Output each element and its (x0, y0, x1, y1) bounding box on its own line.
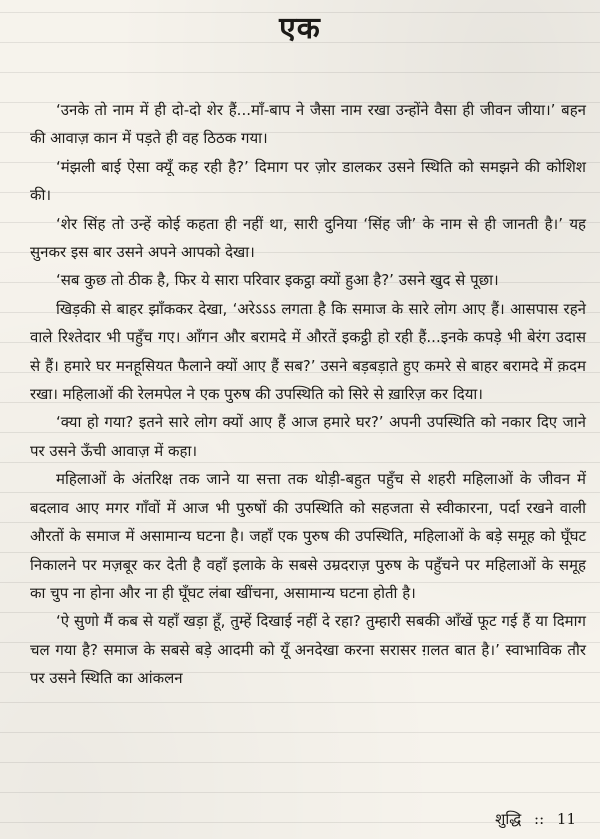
paragraph: ‘मंझली बाई ऐसा क्यूँ कह रही है?’ दिमाग पर ज़ोर डालकर उसने स्थिति को समझने की कोशिश की। (30, 157, 586, 205)
chapter-body (30, 96, 586, 693)
paragraph: महिलाओं के अंतरिक्ष तक जाने या सत्ता तक थोड़ी-बहुत पहुँच से शहरी महिलाओं के जीवन में बदलाव आए मगर गाँवों में आज भी पुरुषों की उपस्थिति को सहजता से स्वीकारना, पर्दा रखने वाली औरतों के समाज में असामान्य घटना है। जहाँ एक पुरुष की उपस्थिति, महिलाओं के बड़े समूह को घूँघट निकालने पर मज़बूर कर देती है वहाँ इलाके के सबसे उम्रदराज़ पुरुष के पहुँचने पर महिलाओं के समूह का चुप ना होना और ना ही घूँघट लंबा खींचना, असामान्य घटना होती है। (30, 470, 586, 602)
footer-separator: :: (534, 810, 545, 828)
paragraph: ‘शेर सिंह तो उन्हें कोई कहता ही नहीं था, सारी दुनिया ‘सिंह जी’ के नाम से ही जानती है।’ यह सुनकर इस बार उसने अपने आपको देखा। (30, 214, 586, 262)
paragraph: ‘क्या हो गया? इतने सारे लोग क्यों आए हैं आज हमारे घर?’ अपनी उपस्थिति को नकार दिए जाने पर उसने ऊँची आवाज़ में कहा। (30, 413, 586, 460)
page-number: 11 (556, 810, 576, 828)
paragraph: ‘सब कुछ तो ठीक है, फिर ये सारा परिवार इकट्ठा क्यों हुआ है?’ उसने खुद से पूछा। (56, 271, 499, 290)
chapter-title: एक (279, 11, 321, 46)
paragraph: ‘उनके तो नाम में ही दो-दो शेर हैं...माँ-बाप ने जैसा नाम रखा उन्होंने वैसा ही जीवन जीया।’ बहन की आवाज़ कान में पड़ते ही वह ठिठक गया। (30, 101, 586, 148)
paragraph: खिड़की से बाहर झाँककर देखा, ‘अरेऽऽऽ लगता है कि समाज के सारे लोग आए हैं। आसपास रहने वाले रिश्तेदार भी पहुँच गए। आँगन और बरामदे में औरतें इकट्ठी हो रही हैं...इनके कपड़े भी बेरंग उदास से हैं। हमारे घर मनहूसियत फैलाने क्यों आए हैं सब?’ उसने बड़बड़ाते हुए कमरे से बाहर बरामदे में क़दम रखा। महिलाओं की रेलमपेल ने एक पुरुष की उपस्थिति को सिरे से ख़ारिज़ कर दिया। (30, 299, 586, 404)
book-title: शुद्धि (495, 810, 522, 828)
page-footer (495, 809, 576, 829)
paragraph: ‘ऐ सुणो मैं कब से यहाँ खड़ा हूँ, तुम्हें दिखाई नहीं दे रहा? तुम्हारी सबकी आँखें फूट गई हैं या दिमाग चल गया है? समाज के सबसे बड़े आदमी को यूँ अनदेखा करना सरासर ग़लत बात है।’ स्वाभाविक तौर पर उसने स्थिति का आंकलन (30, 612, 586, 688)
